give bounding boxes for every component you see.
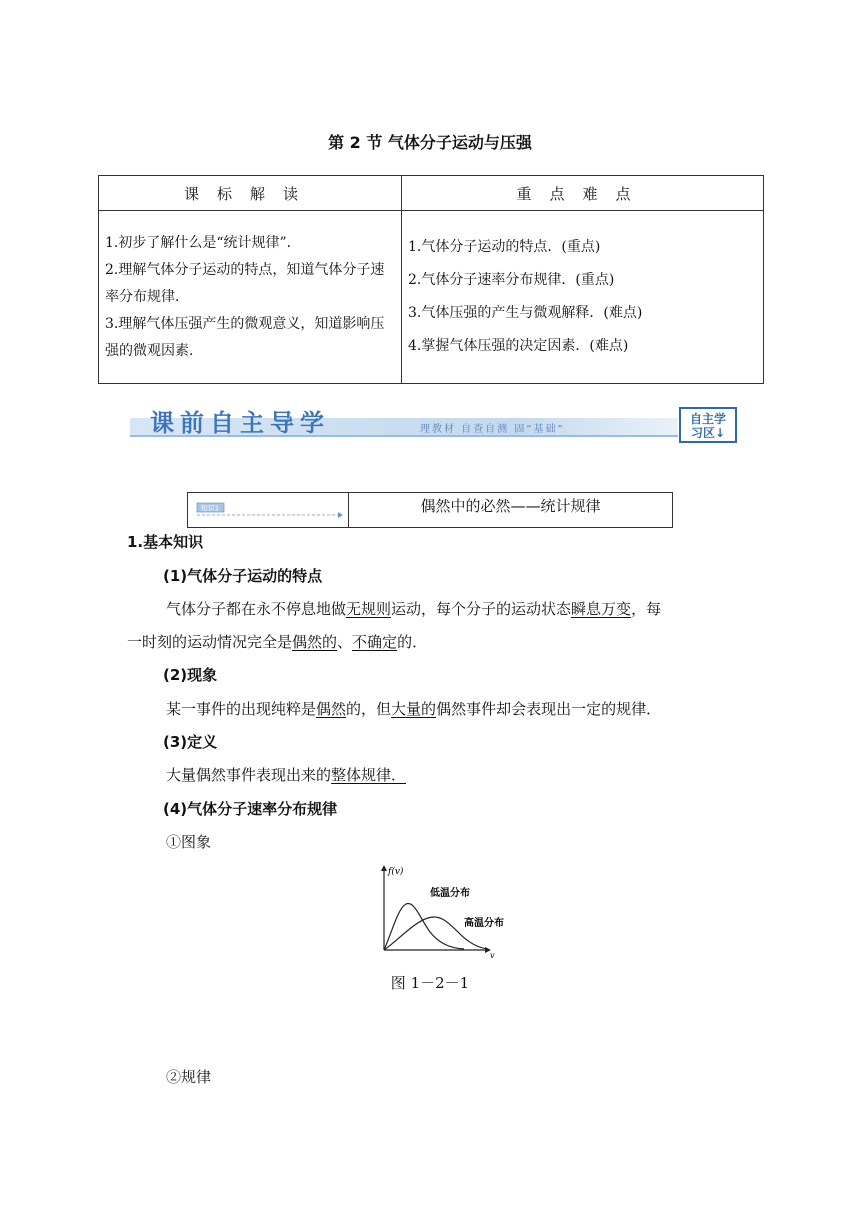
phenomenon-heading: (2)现象 [163, 666, 218, 684]
answer-blank: 瞬息万变 [571, 600, 632, 618]
answer-blank: 不确定 [352, 633, 398, 651]
distribution-heading: (4)气体分子速率分布规律 [163, 800, 338, 818]
header-standards: 课标解读 [99, 176, 402, 211]
preclass-banner [130, 404, 738, 444]
standards-cell [99, 211, 402, 384]
definition-text: 大量偶然事件表现出来的整体规律． [166, 764, 418, 786]
keypoint-item: 1.气体分子运动的特点．(重点) [408, 239, 601, 255]
definition-heading: (3)定义 [163, 733, 218, 751]
objectives-table [98, 175, 764, 384]
high-temp-label: 高温分布 [464, 918, 504, 929]
rule-item-label: ②规律 [166, 1068, 212, 1086]
figure-caption: 图 1－2－1 [390, 974, 470, 992]
answer-blank: 大量的 [391, 700, 437, 718]
answer-blank: 偶然的 [292, 633, 338, 651]
keypoint-item: 3.气体压强的产生与微观解释．(难点) [408, 305, 643, 321]
feature-line-1: 气体分子都在永不停息地做无规则运动，每个分子的运动状态瞬息万变，每 [166, 600, 662, 618]
knowledge-tag-label: 知识1 [200, 504, 220, 513]
standard-item: 3.理解气体压强产生的微观意义，知道影响压强的微观因素． [105, 315, 385, 359]
badge-line2: 习区↓ [690, 426, 726, 440]
section-title: 第 2 节 气体分子运动与压强 [328, 133, 532, 152]
keypoints-cell [402, 211, 764, 384]
keypoint-item: 2.气体分子速率分布规律．(重点) [408, 272, 615, 288]
low-temp-label: 低温分布 [430, 888, 470, 899]
basic-knowledge-heading: 1.基本知识 [127, 533, 204, 551]
answer-blank: 偶然 [316, 700, 347, 718]
answer-blank: 整体规律． [331, 766, 407, 784]
graph-item-label: ①图象 [166, 833, 212, 851]
answer-blank: 无规则 [346, 600, 392, 618]
keypoint-item: 4.掌握气体压强的决定因素．(难点) [408, 338, 629, 354]
speed-distribution-graph [376, 862, 516, 958]
arrow-icon [338, 512, 343, 518]
standard-item: 1.初步了解什么是“统计规律”． [105, 234, 301, 251]
header-keypoints: 重点难点 [402, 176, 764, 211]
standard-item: 2.理解气体分子运动的特点，知道气体分子速率分布规律． [105, 261, 385, 305]
y-axis-label: f(v) [388, 867, 404, 877]
badge-line1: 自主学 [689, 412, 727, 426]
phenomenon-text: 某一事件的出现纯粹是偶然的，但大量的偶然事件却会表现出一定的规律． [166, 700, 662, 718]
banner-subtext: 理教材 自查自测 固“基础” [420, 424, 565, 435]
knowledge-section-header [187, 492, 673, 528]
feature-line-2: 一时刻的运动情况完全是偶然的、不确定的． [127, 633, 428, 651]
x-axis-label: v [490, 951, 495, 958]
feature-heading: (1)气体分子运动的特点 [163, 567, 323, 585]
knowledge-tag [188, 493, 349, 527]
knowledge-title: 偶然中的必然——统计规律 [420, 497, 601, 515]
banner-main-text: 课前自主导学 [150, 409, 330, 437]
